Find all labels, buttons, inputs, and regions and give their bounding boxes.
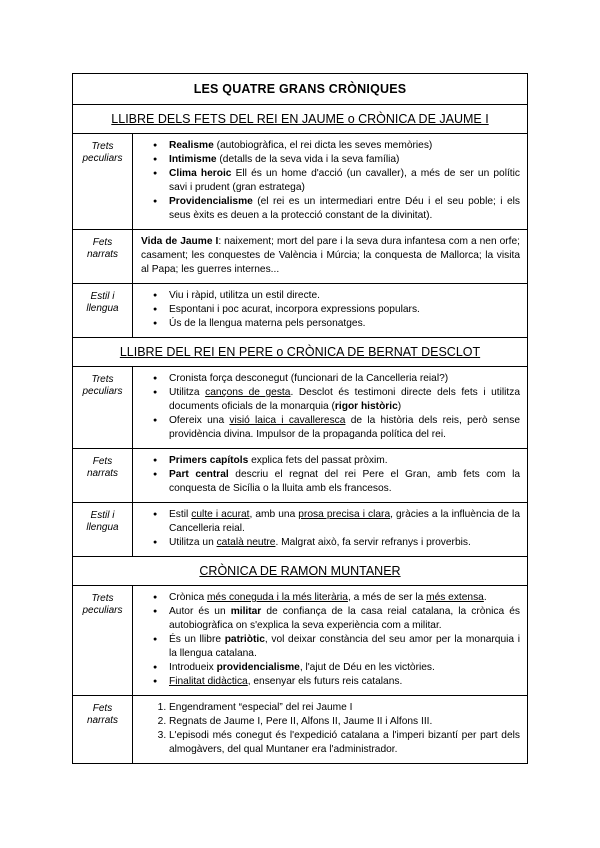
- chronicles-table: [72, 73, 528, 764]
- row-label-fets: Fets narrats: [73, 230, 133, 284]
- list-item: ● És un llibre patriòtic, vol deixar constància del seu amor per la monarquia i la llengua catalana.: [169, 633, 520, 661]
- jaume-trets: [133, 134, 528, 230]
- list-item: ● Utilitza cançons de gesta. Desclot és testimoni directe dels fets i utilitza documents oficials de la monarquia (rigor històric): [169, 386, 520, 414]
- list-item: ● Intimisme (detalls de la seva vida i la seva família): [169, 153, 520, 167]
- jaume-estil: [133, 284, 528, 338]
- desclot-trets: [133, 367, 528, 449]
- desclot-fets: [133, 449, 528, 503]
- list-item: 3. L'episodi més conegut és l'expedició catalana a l'imperi bizantí per part dels almogàvers, del qual Muntaner era l'administrador.: [169, 729, 520, 757]
- page-title: LES QUATRE GRANS CRÒNIQUES: [73, 74, 528, 105]
- list-item: ● Espontani i poc acurat, incorpora expressions populars.: [169, 303, 520, 317]
- muntaner-fets: [133, 696, 528, 764]
- list-item: ● Utilitza un català neutre. Malgrat això, fa servir refranys i proverbis.: [169, 536, 520, 550]
- list-item: ● Autor és un militar de confiança de la casa reial catalana, la crònica és autobiogràfica on s'explica la seva experiència com a militar.: [169, 605, 520, 633]
- list-item: 1. Engendrament “especial” del rei Jaume I: [169, 701, 520, 715]
- list-item: ● Introdueix providencialisme, l'ajut de Déu en les victòries.: [169, 661, 520, 675]
- row-label-estil: Estil i llengua: [73, 503, 133, 557]
- row-label-fets: Fets narrats: [73, 696, 133, 764]
- section-heading-jaume: LLIBRE DELS FETS DEL REI EN JAUME o CRÒNICA DE JAUME I: [73, 105, 528, 134]
- row-label-fets: Fets narrats: [73, 449, 133, 503]
- row-label-trets: Trets peculiars: [73, 134, 133, 230]
- list-item: ● Cronista força desconegut (funcionari de la Cancelleria reial?): [169, 372, 520, 386]
- list-item: ● Ofereix una visió laica i cavalleresca de la història dels reis, però sense providència divina. Impulsor de la propaganda política del rei.: [169, 414, 520, 442]
- list-item: ● Finalitat didàctica, ensenyar els futurs reis catalans.: [169, 675, 520, 689]
- section-heading-muntaner: CRÒNICA DE RAMON MUNTANER: [73, 557, 528, 586]
- jaume-fets: Vida de Jaume I: naixement; mort del pare i la seva dura infantesa com a nen orfe; casament; les conquestes de València i Múrcia; la conquesta de Mallorca; la visita al Papa; les guerres internes...: [133, 230, 528, 284]
- list-item: ● Estil culte i acurat, amb una prosa precisa i clara, gràcies a la influència de la Cancelleria reial.: [169, 508, 520, 536]
- list-item: ● Providencialisme (el rei es un intermediari entre Déu i el seu poble; i els seus èxits es deuen a la protecció constant de la divinitat).: [169, 195, 520, 223]
- list-item: ● Primers capítols explica fets del passat pròxim.: [169, 454, 520, 468]
- list-item: ● Crònica més coneguda i la més literària, a més de ser la més extensa.: [169, 591, 520, 605]
- muntaner-trets: [133, 586, 528, 696]
- list-item: 2. Regnats de Jaume I, Pere II, Alfons II, Jaume II i Alfons III.: [169, 715, 520, 729]
- list-item: ● Part central descriu el regnat del rei Pere el Gran, amb fets com la conquesta de Sicília o la lluita amb els francesos.: [169, 468, 520, 496]
- row-label-trets: Trets peculiars: [73, 367, 133, 449]
- list-item: ● Realisme (autobiogràfica, el rei dicta les seves memòries): [169, 139, 520, 153]
- row-label-trets: Trets peculiars: [73, 586, 133, 696]
- list-item: ● Clima heroic Ell és un home d'acció (un cavaller), a més de ser un polític savi i prudent (gran estratega): [169, 167, 520, 195]
- desclot-estil: [133, 503, 528, 557]
- section-heading-desclot: LLIBRE DEL REI EN PERE o CRÒNICA DE BERNAT DESCLOT: [73, 338, 528, 367]
- list-item: ● Viu i ràpid, utilitza un estil directe.: [169, 289, 520, 303]
- row-label-estil: Estil i llengua: [73, 284, 133, 338]
- list-item: ● Ús de la llengua materna pels personatges.: [169, 317, 520, 331]
